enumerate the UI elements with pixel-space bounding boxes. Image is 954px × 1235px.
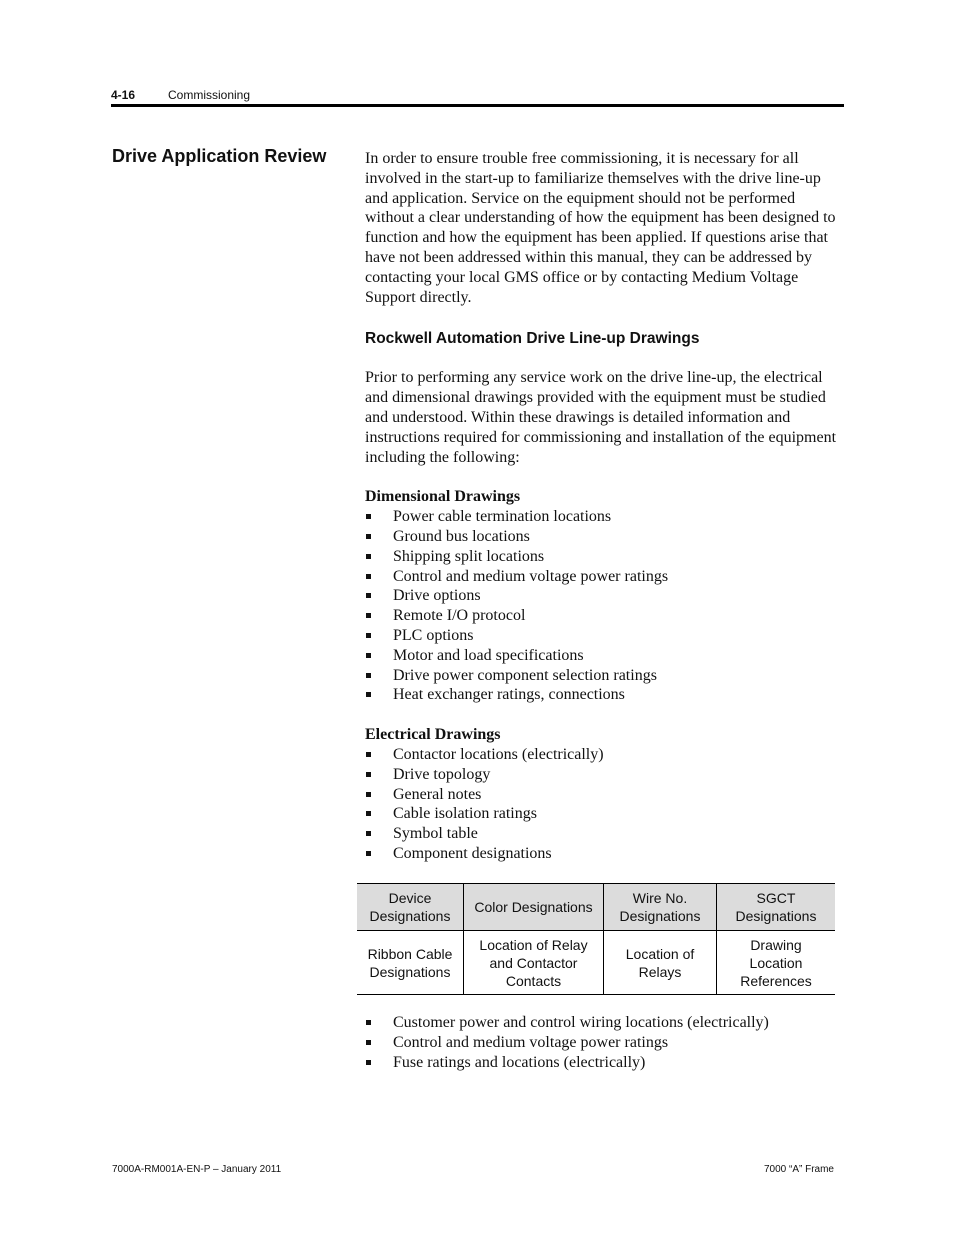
electrical-drawings-list [365,745,840,864]
list-item-text: PLC options [393,626,474,644]
square-bullet-icon [366,554,371,559]
chapter-title: Commissioning [168,88,251,102]
subsection-heading: Rockwell Automation Drive Line-up Drawings [365,330,700,348]
list-item [365,527,840,547]
table-cell [604,884,717,931]
list-item [365,507,840,527]
designations-table [357,883,835,995]
list-item [365,1053,840,1073]
square-bullet-icon [366,1060,371,1065]
list-item [365,567,840,587]
list-item [365,1013,840,1033]
electrical-drawings-heading: Electrical Drawings [365,726,501,744]
dimensional-drawings-heading: Dimensional Drawings [365,488,521,506]
cell-text-line: Drawing Location [749,936,803,971]
cell-text-line: Designations [735,908,817,924]
table-row [357,884,835,931]
list-item [365,586,840,606]
table-cell [464,931,604,995]
list-item [365,844,840,864]
table-cell [604,931,717,995]
list-item [365,626,840,646]
list-item-text: General notes [393,785,482,803]
list-item-text: Contactor locations (electrically) [393,745,604,763]
square-bullet-icon [366,574,371,579]
cell-text-line: Relays [638,963,682,980]
cell-text-line: Color Designations [474,899,593,915]
square-bullet-icon [366,514,371,519]
list-item [365,1033,840,1053]
list-item-text: Control and medium voltage power ratings [393,567,669,585]
footer-product: 7000 “A” Frame [763,1164,834,1175]
cell-text-line: Designations [369,963,451,980]
footer-publication: 7000A-RM001A-EN-P – January 2011 [112,1164,282,1175]
list-item [365,685,840,705]
list-item-text: Heat exchanger ratings, connections [393,686,625,704]
body-paragraph: Prior to performing any service work on the drive line-up, the electrical and dimensional drawings provided with the equipment must be studied and understood. Within these drawings is detailed information and instructions required for commissioning and installation of the equipment including the following: [365,369,837,466]
list-item-text: Drive options [393,587,481,605]
list-item-text: Drive power component selection ratings [393,666,657,684]
cell-text-line: Location of [625,945,695,962]
list-item-text: Remote I/O protocol [393,607,526,625]
list-item [365,646,840,666]
section-heading: Drive Application Review [112,146,327,166]
square-bullet-icon [366,831,371,836]
list-item-text: Cable isolation ratings [393,805,537,823]
cell-text-line: Wire No. [632,890,688,906]
list-item [365,785,840,805]
square-bullet-icon [366,1020,371,1025]
square-bullet-icon [366,534,371,539]
cell-text-line: Designations [619,908,701,924]
list-item-text: Symbol table [393,825,478,843]
list-item [365,666,840,686]
dimensional-drawings-list [365,507,840,705]
square-bullet-icon [366,673,371,678]
cell-text-line: Device [388,890,432,906]
cell-text-line: and Contactor [489,954,578,971]
square-bullet-icon [366,593,371,598]
table-row [357,931,835,995]
cell-text-line: References [740,972,812,989]
table-cell [717,884,836,931]
square-bullet-icon [366,1040,371,1045]
list-item-text: Customer power and control wiring locations (electrically) [393,1014,769,1031]
square-bullet-icon [366,653,371,658]
list-item-text: Control and medium voltage power ratings [393,1033,669,1051]
list-item-text: Component designations [393,844,552,862]
list-item [365,606,840,626]
additional-items-list [365,1013,840,1072]
additional-items [365,1013,840,1072]
list-item-text: Drive topology [393,765,491,783]
square-bullet-icon [366,772,371,777]
square-bullet-icon [366,792,371,797]
table-cell [464,884,604,931]
list-item [365,804,840,824]
list-item [365,547,840,567]
cell-text-line: Location of Relay [479,936,588,953]
list-item [365,745,840,765]
cell-text-line: Designations [369,908,451,924]
square-bullet-icon [366,811,371,816]
cell-text-line: Ribbon Cable [367,945,453,962]
table-cell [717,931,836,995]
square-bullet-icon [366,692,371,697]
main-content [365,149,840,864]
list-item-text: Ground bus locations [393,527,530,545]
intro-paragraph: In order to ensure trouble free commissioning, it is necessary for all involved in the start-up to familiarize themselves with the drive line-up and application. Service on the equipment should not be performed without a clear understanding of how the equipment has been designed to function and how the equipment has been applied. If questions arise that have not been addressed within this manual, they can be addressed by contacting your local GMS office or by contacting Medium Voltage Support directly. [365,150,836,306]
square-bullet-icon [366,613,371,618]
header-rule [111,104,844,107]
list-item-text: Shipping split locations [393,547,545,565]
square-bullet-icon [366,851,371,856]
square-bullet-icon [366,633,371,638]
list-item [365,824,840,844]
cell-text-line: SGCT [756,890,796,906]
list-item-text: Motor and load specifications [393,646,584,664]
cell-text-line: Contacts [505,972,562,989]
list-item-text: Fuse ratings and locations (electrically) [393,1053,646,1071]
list-item [365,765,840,785]
table-cell [357,884,464,931]
list-item-text: Power cable termination locations [393,508,612,526]
table-cell [357,931,464,995]
page-number: 4-16 [111,88,136,102]
square-bullet-icon [366,752,371,757]
